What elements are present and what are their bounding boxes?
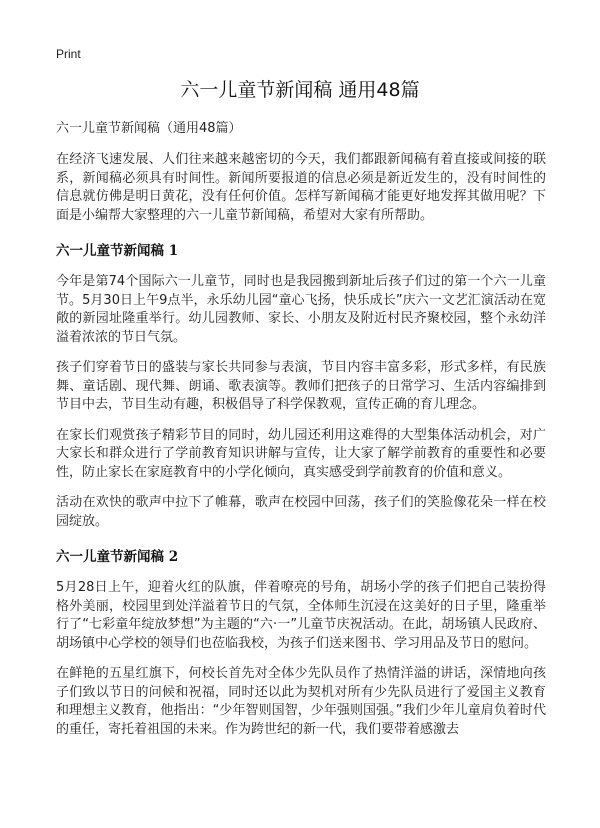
- paragraph: 孩子们穿着节日的盛装与家长共同参与表演，节目内容丰富多彩，形式多样，有民族舞、童话剧、现代舞、朗诵、歌表演等。教师们把孩子的日常学习、生活内容编排到节目中去，节目生动有趣，积极倡导了科学保教观，宣传正确的育儿理念。: [56, 360, 546, 412]
- paragraph: 在家长们观赏孩子精彩节目的同时，幼儿园还利用这难得的大型集体活动机会，对广大家长和群众进行了学前教育知识讲解与宣传，让大家了解学前教育的重要性和必要性，防止家长在家庭教育中的小学化倾向，真实感受到学前教育的价值和意义。: [56, 427, 546, 480]
- section-2: [56, 548, 546, 739]
- paragraph: 活动在欢快的歌声中拉下了帷幕，歌声在校园中回荡，孩子们的笑脸像花朵一样在校园绽放。: [56, 495, 546, 529]
- article-body: [56, 120, 546, 751]
- article-subtitle: 六一儿童节新闻稿（通用48篇）: [56, 121, 242, 136]
- paragraph: 今年是第74个国际六一儿童节，同时也是我园搬到新址后孩子们过的第一个六一儿童节。5月30日上午9点半，永乐幼儿园“童心飞扬，快乐成长”庆六一文艺汇演活动在宽敞的新园址隆重举行。幼儿园教师、家长、小朋友及附近村民齐聚校园，整个永幼洋溢着浓浓的节日气氛。: [56, 274, 546, 345]
- paragraph: 5月28日上午，迎着火红的队旗，伴着嘹亮的号角，胡场小学的孩子们把自己装扮得格外美丽，校园里到处洋溢着节日的气氛，全体师生沉浸在这美好的日子里，隆重举行了“七彩童年绽放梦想”为主题的“六·一”儿童节庆祝活动。在此，胡场镇人民政府、胡场镇中心学校的领导们也莅临我校，为孩子们送来图书、学习用品及节日的慰问。: [56, 580, 546, 651]
- intro-paragraph: 在经济飞速发展、人们往来越来越密切的今天，我们都跟新闻稿有着直接或间接的联系，新闻稿必须具有时间性。新闻所要报道的信息必须是新近发生的，没有时间性的信息就仿佛是明日黄花，没有任何价值。怎样写新闻稿才能更好地发挥其做用呢？下面是小编帮大家整理的六一儿童节新闻稿，希望对大家有所帮助。: [56, 152, 546, 223]
- paragraph: 在鲜艳的五星红旗下，何校长首先对全体少先队员作了热情洋溢的讲话，深情地向孩子们致以节日的问候和祝福，同时还以此为契机对所有少先队员进行了爱国主义教育和理想主义教育，他指出：“少年智则国智，少年强则国强。”我们少年儿童肩负着时代的重任，寄托着祖国的未来。作为跨世纪的新一代，我们要带着感激去: [56, 666, 546, 737]
- section-1: [56, 242, 546, 531]
- print-link[interactable]: Print: [56, 47, 81, 61]
- document-title: 六一儿童节新闻稿 通用48篇: [180, 79, 420, 101]
- section-heading: 六一儿童节新闻稿 1: [56, 243, 179, 259]
- section-heading: 六一儿童节新闻稿 2: [56, 549, 179, 565]
